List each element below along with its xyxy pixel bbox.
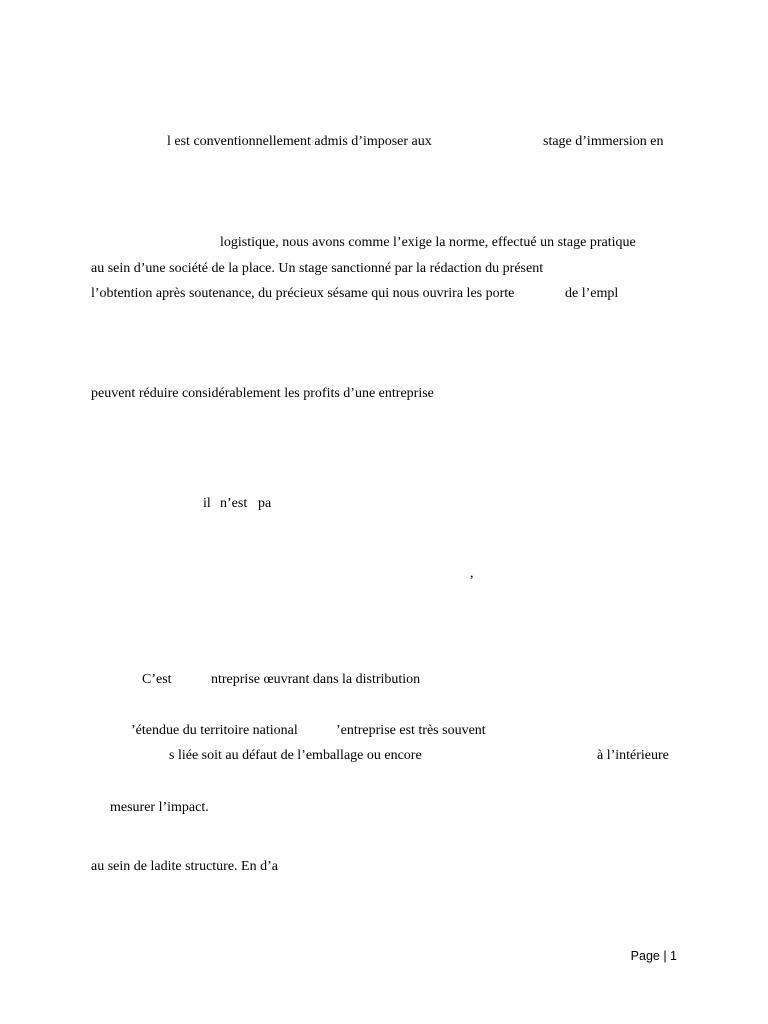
text-fragment: au sein d’une société de la place. Un stage sanctionné par la rédaction du présent bbox=[91, 261, 544, 276]
text-fragment: ’étendue du territoire national bbox=[131, 723, 298, 738]
text-fragment: s liée soit au défaut de l’emballage ou encore bbox=[169, 748, 422, 763]
text-fragment: , bbox=[470, 566, 474, 581]
text-fragment: C’est bbox=[142, 672, 172, 687]
text-fragment: l’obtention après soutenance, du précieux sésame qui nous ouvrira les porte bbox=[91, 286, 515, 301]
page-number: Page | 1 bbox=[630, 949, 677, 963]
text-fragment: de l’empl bbox=[565, 286, 619, 301]
text-fragment: logistique, nous avons comme l’exige la norme, effectué un stage pratique bbox=[220, 235, 636, 250]
text-fragment: l est conventionnellement admis d’imposer aux bbox=[167, 134, 432, 149]
text-fragment: à l’intérieure bbox=[597, 748, 669, 763]
text-fragment: ntreprise œuvrant dans la distribution bbox=[211, 672, 421, 687]
text-fragment: n’est bbox=[220, 496, 248, 511]
text-fragment: stage d’immersion en bbox=[543, 134, 664, 149]
text-fragment: mesurer l’impact. bbox=[110, 800, 209, 815]
text-fragment: il bbox=[203, 496, 211, 511]
text-fragment: peuvent réduire considérablement les profits d’une entreprise bbox=[91, 386, 434, 401]
text-fragment: pa bbox=[258, 496, 272, 511]
text-fragment: ’entreprise est très souvent bbox=[336, 723, 486, 738]
text-fragment: au sein de ladite structure. En d’a bbox=[91, 859, 278, 874]
